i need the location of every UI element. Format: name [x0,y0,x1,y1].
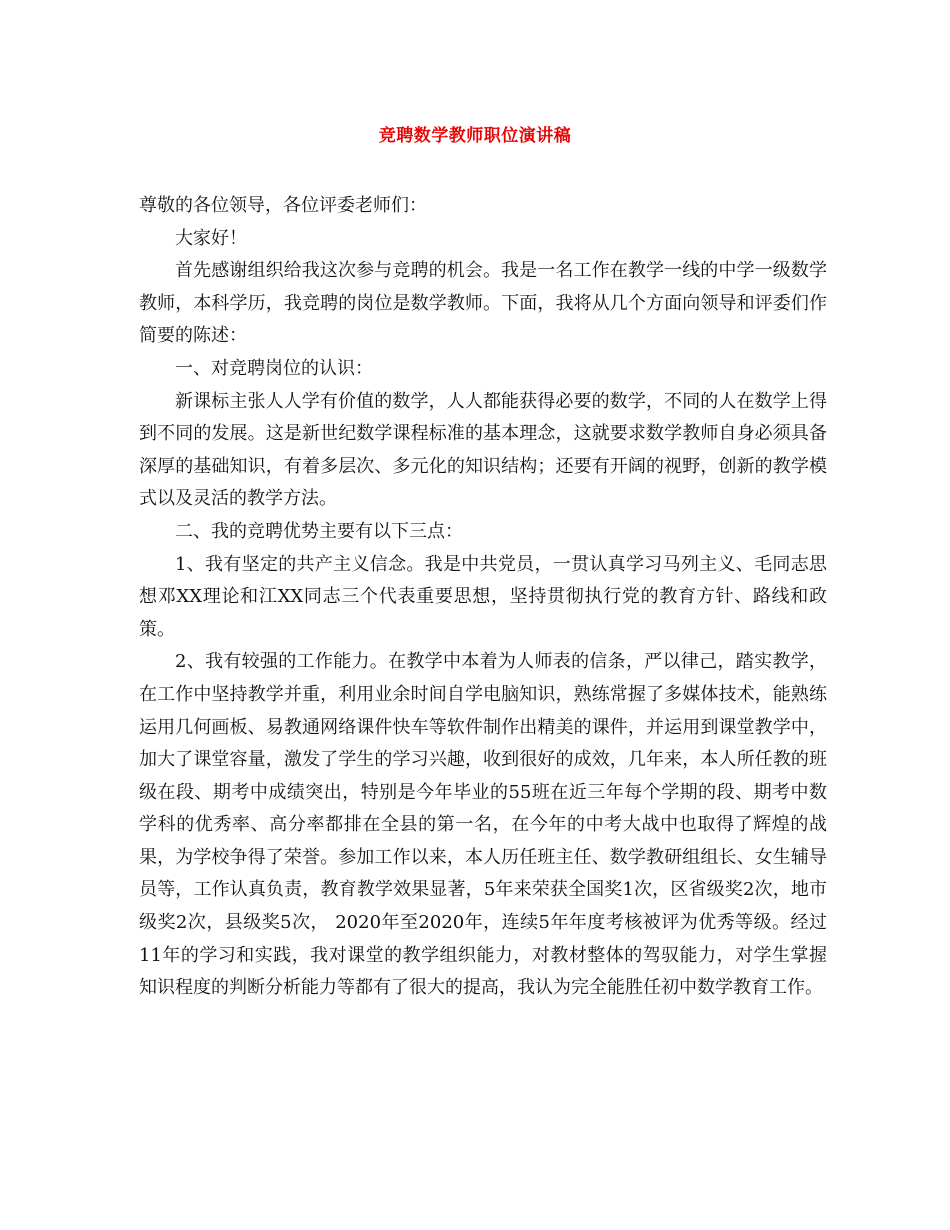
document-title: 竞聘数学教师职位演讲稿 [378,126,572,146]
salutation-paragraph: 尊敬的各位领导，各位评委老师们： [139,195,427,216]
advantage-1-paragraph: 1、我有坚定的共产主义信念。我是中共党员，一贯认真学习马列主义、毛同志思想邓XX理论和江XX同志三个代表重要思想，坚持贯彻执行党的教育方针、路线和政策。 [139,553,827,640]
section-heading-1: 一、对竞聘岗位的认识： [175,357,373,379]
intro-paragraph: 首先感谢组织给我这次参与竞聘的机会。我是一名工作在教学一线的中学一级数学教师，本科学历，我竞聘的岗位是数学教师。下面，我将从几个方面向领导和评委们作简要的陈述： [139,260,827,347]
section-heading-2: 二、我的竞聘优势主要有以下三点： [175,520,463,542]
document-body [139,190,827,1005]
greeting-paragraph: 大家好！ [175,227,247,249]
section-1-paragraph: 新课标主张人人学有价值的数学，人人都能获得必要的数学，不同的人在数学上得到不同的发展。这是新世纪数学课程标准的基本理念，这就要求数学教师自身必须具备深厚的基础知识，有着多层次、多元化的知识结构；还要有开阔的视野，创新的教学模式以及灵活的教学方法。 [139,390,827,510]
advantage-2-paragraph: 2、我有较强的工作能力。在教学中本着为人师表的信条，严以律己，踏实教学，在工作中坚持教学并重，利用业余时间自学电脑知识，熟练常握了多媒体技术，能熟练运用几何画板、易教通网络课件快车等软件制作出精美的课件，并运用到课堂教学中，加大了课堂容量，激发了学生的学习兴趣，收到很好的成效，几年来，本人所任教的班级在段、期考中成绩突出，特别是今年毕业的55班在近三年每个学期的段、期考中数学科的优秀率、高分率都排在全县的第一名，在今年的中考大战中也取得了辉煌的战果，为学校争得了荣誉。参加工作以来，本人历任班主任、数学教研组组长、女生辅导员等，工作认真负责，教育教学效果显著，5年来荣获全国奖1次，区省级奖2次，地市级奖2次，县级奖5次， 2020年至2020年，连续5年年度考核被评为优秀等级。经过11年的学习和实践，我对课堂的教学组织能力，对教材整体的驾驭能力，对学生掌握知识程度的判断分析能力等都有了很大的提高，我认为完全能胜任初中数学教育工作。 [139,651,827,999]
